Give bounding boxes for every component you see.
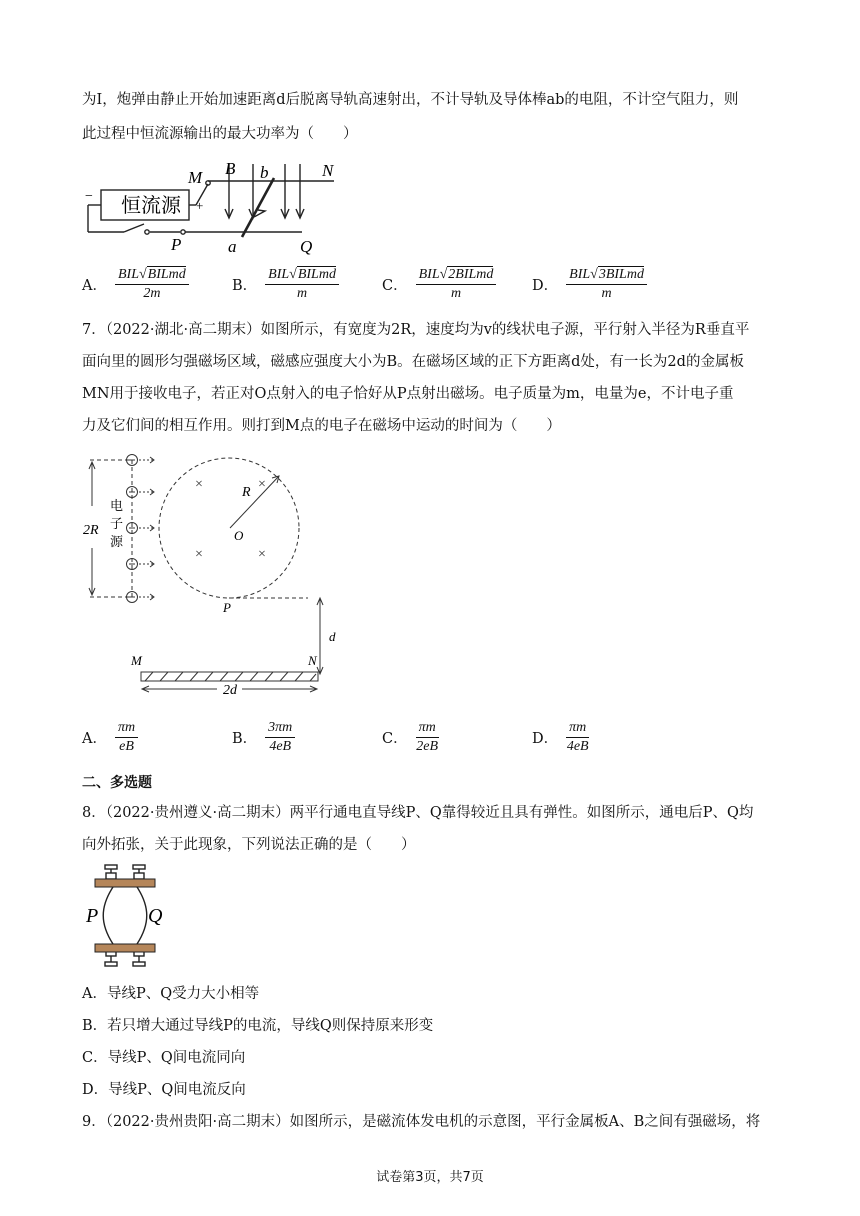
q7-text-line4: 力及它们间的相互作用。则打到M点的电子在磁场中运动的时间为（ ）: [82, 418, 561, 434]
q6-label-P: P: [171, 235, 182, 254]
q6-option-c[interactable]: C． $\frac{\text{BIL√2BILmd}}{m}$: [382, 262, 496, 306]
q6-text-line1: 为I，炮弹由静止开始加速距离d后脱离导轨高速射出，不计导轨及导体棒ab的电阻，不计空气阻力，则: [82, 92, 739, 108]
q7-option-a[interactable]: A． $\frac{\pi m}{eB}$: [82, 715, 138, 759]
q8-option-a[interactable]: A．导线P、Q受力大小相等: [82, 986, 260, 1002]
q7-source-char1: 电: [110, 499, 124, 514]
q7-option-c[interactable]: C． $\frac{\pi m}{2eB}$: [382, 719, 439, 754]
q9-text-line1: 9．（2022·贵州贵阳·高二期末）如图所示，是磁流体发电机的示意图，平行金属板A、B之间有强磁场，将: [82, 1114, 761, 1130]
q7-option-b[interactable]: B． $\frac{3\pi m}{4eB}$: [232, 715, 295, 759]
q7-text-line1: 7．（2022·湖北·高二期末）如图所示，有宽度为2R，速度均为v的线状电子源，平行射入半径为R垂直平: [82, 322, 750, 338]
q8-option-d[interactable]: D．导线P、Q间电流反向: [82, 1082, 246, 1098]
q8-option-c[interactable]: C．导线P、Q间电流同向: [82, 1050, 246, 1066]
q6-text-line2: 此过程中恒流源输出的最大功率为（ ）: [82, 126, 358, 142]
q7-text-line2: 面向里的圆形匀强磁场区域，磁感应强度大小为B。在磁场区域的正下方距离d处，有一长为2d的金属板: [82, 354, 744, 370]
q6-plus-label: +: [196, 198, 204, 213]
q7-label-O: O: [234, 528, 244, 543]
section-heading-multiple-choice: 二、多选题: [82, 775, 152, 791]
q6-source-label: 恒流源: [121, 193, 181, 217]
q6-railgun-figure: [84, 156, 354, 256]
page-footer: 试卷第3页，共7页: [376, 1170, 484, 1185]
q6-option-a[interactable]: A． $\frac{\text{BIL√BILmd}}{2m}$: [82, 262, 189, 306]
q8-text-line1: 8．（2022·贵州遵义·高二期末）两平行通电直导线P、Q靠得较近且具有弹性。如图所示，通电后P、Q均: [82, 805, 754, 821]
q7-text-line3: MN用于接收电子，若正对O点射入的电子恰好从P点射出磁场。电子质量为m，电量为e，不计电子重: [82, 386, 734, 402]
q7-options: [82, 715, 782, 759]
q7-source-char3: 源: [110, 535, 124, 550]
q8-wires-figure: [84, 862, 174, 972]
q7-label-d: d: [329, 629, 336, 644]
q6-label-a: a: [228, 237, 237, 256]
q6-label-b: b: [260, 163, 269, 182]
q7-label-R: R: [242, 485, 251, 500]
q8-option-b[interactable]: B．若只增大通过导线P的电流，导线Q则保持原来形变: [82, 1018, 434, 1034]
svg-text:×: ×: [258, 477, 266, 492]
q8-text-line2: 向外拓张，关于此现象，下列说法正确的是（ ）: [82, 837, 416, 853]
q6-label-N: N: [322, 161, 334, 180]
q8-label-Q: Q: [148, 905, 163, 927]
q7-label-2d: 2d: [223, 683, 237, 698]
q6-option-d[interactable]: D． $\frac{\text{BIL√3BILmd}}{m}$: [532, 262, 647, 306]
q6-option-b[interactable]: B． $\frac{\text{BIL√BILmd}}{m}$: [232, 262, 339, 306]
q7-label-N: N: [308, 653, 317, 668]
svg-text:×: ×: [258, 547, 266, 562]
q6-label-B: B: [225, 159, 236, 178]
q6-options: [82, 262, 782, 306]
svg-text:×: ×: [195, 477, 203, 492]
q7-label-P: P: [223, 600, 231, 615]
svg-text:×: ×: [195, 547, 203, 562]
q8-label-P: P: [86, 905, 99, 927]
q6-label-M: M: [188, 168, 203, 187]
q7-label-M: M: [131, 653, 142, 668]
q7-option-d[interactable]: D． $\frac{\pi m}{4eB}$: [532, 719, 589, 754]
q7-magnetic-field-figure: [82, 448, 362, 700]
q7-label-2R: 2R: [83, 523, 99, 538]
q7-source-char2: 子: [110, 517, 124, 532]
q6-minus-label: −: [85, 189, 93, 204]
q6-label-Q: Q: [300, 237, 313, 256]
